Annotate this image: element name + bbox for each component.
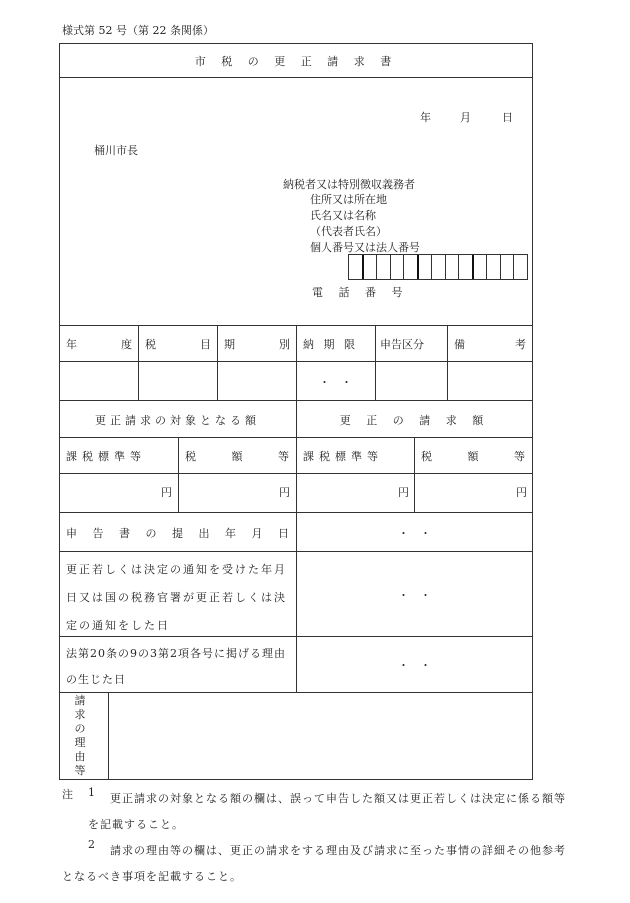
filing-date-dots: ・ ・ [398, 527, 431, 540]
date-year: 年 [420, 111, 431, 124]
col-period: 期 別 [224, 338, 290, 351]
target-amount-label: 更正請求の対象となる額 [95, 414, 260, 427]
requested-amount-label: 更 正 の 請 求 額 [339, 414, 490, 427]
col-due-date: 納 期 限 [303, 338, 358, 351]
col-remarks: 備 考 [454, 338, 526, 351]
unit-yen-4: 円 [516, 486, 527, 499]
phone-label: 電 話 番 号 [312, 286, 409, 299]
notice-date-dots: ・ ・ [398, 589, 431, 602]
col-filing-type: 申告区分 [380, 338, 424, 351]
form-title: 市 税 の 更 正 請 求 書 [194, 55, 398, 68]
filing-date-label: 申 告 書 の 提 出 年 月 日 [66, 527, 295, 540]
reason-input-area[interactable] [110, 694, 530, 778]
taxpayer-address-label: 住所又は所在地 [310, 193, 387, 206]
personal-number-boxes[interactable] [348, 254, 528, 280]
note-2-text: 請求の理由等の欄は、更正の請求をする理由及び請求に至った事情の詳細その他参考となるべき事項を記載すること。 [62, 844, 566, 883]
notes-prefix: 注 [62, 788, 73, 801]
addressee: 桶川市長 [94, 144, 138, 157]
note-1-text: 更正請求の対象となる額の欄は、誤って申告した額又は更正若しくは決定に係る額等を記載すること。 [88, 792, 566, 831]
due-date-dots: ・ ・ [319, 376, 352, 389]
form-number: 様式第 52 号（第 22 条関係） [62, 24, 214, 37]
col-tax-item: 税 目 [145, 338, 211, 351]
notice-date-label: 更正若しくは決定の通知を受けた年月日又は国の税務官署が更正若しくは決定の通知をした日 [66, 563, 287, 632]
date-day: 日 [502, 111, 513, 124]
reason-arisen-label: 法第20条の9の3第2項各号に掲げる理由の生じた日 [66, 647, 286, 686]
sub-header-basis-1: 課税標準等 [66, 450, 146, 463]
unit-yen-2: 円 [279, 486, 290, 499]
unit-yen-1: 円 [161, 486, 172, 499]
personal-number-label: 個人番号又は法人番号 [310, 241, 420, 254]
date-month: 月 [460, 111, 471, 124]
sub-header-tax-2: 税 額 等 [421, 450, 525, 463]
unit-yen-3: 円 [398, 486, 409, 499]
taxpayer-name-label: 氏名又は名称 [310, 209, 376, 222]
representative-label: （代表者氏名） [310, 225, 387, 238]
taxpayer-heading: 納税者又は特別徴収義務者 [283, 178, 415, 191]
sub-header-basis-2: 課税標準等 [303, 450, 383, 463]
sub-header-tax-1: 税 額 等 [185, 450, 289, 463]
note-1-number: 1 [88, 786, 95, 799]
reason-label: 請求の理由等 [74, 694, 86, 777]
reason-arisen-dots: ・ ・ [398, 659, 431, 672]
note-2-number: 2 [88, 838, 95, 851]
col-year: 年 度 [66, 338, 132, 351]
